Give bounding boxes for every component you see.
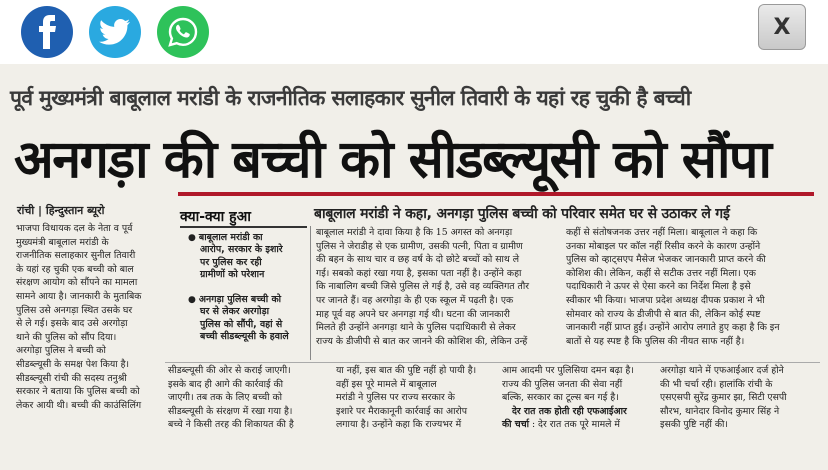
text-line: या नहीं, इस बात की पुष्टि नहीं हो पायी है। [336,365,477,376]
text-line: अरगोड़ा थाने में एफआईआर दर्ज होने [660,365,784,376]
article-column-7 [660,364,820,432]
text-line: पुलिस उसे अनगड़ा स्थित उसके घर [16,304,133,316]
text-line: सीडब्ल्यूसी रांची की सदस्य तनुश्री [16,372,127,384]
text-line: राज्य के डीजीपी से बात कर जानने की कोशिश की, लेकिन उन्हें [316,335,528,347]
text-line: मरांडी ने पुलिस पर राज्य सरकार के [336,392,455,404]
text-line: राजनीतिक सलाहकार सुनील तिवारी [16,250,136,262]
bullet-icon: ● [188,233,196,243]
article-kicker: पूर्व मुख्यमंत्री बाबूलाल मरांडी के राजनीतिक सलाहकार सुनील तिवारी के यहां रह चुकी है बच्ची [10,86,691,110]
article-subheadline: बाबूलाल मरांडी ने कहा, अनगड़ा पुलिस बच्ची को परिवार समेत घर से उठाकर ले गई [314,206,730,222]
text-line: भाजपा विधायक दल के नेता व पूर्व [16,223,133,234]
text-line: बाबूलाल मरांडी ने दावा किया है कि 15 अगस्त को अनगड़ा [316,227,513,238]
subsection-heading: देर रात तक होती रही एफआईआर [512,405,627,417]
text-line: कि नाबालिग बच्ची जिसे पुलिस ले गई है, उसे वह व्यक्तिगत तौर [316,281,530,293]
headline-divider [178,192,814,196]
close-icon: X [773,14,791,40]
sidebar-bullet: ● अनगड़ा पुलिस बच्ची को घर से लेकर अरगोड़ा पुलिस को सौंपी, वहां से बच्ची सीडब्ल्यूसी के हवाले [188,294,289,342]
text-line: थाने की पुलिस को सौंप दिया। [16,331,117,343]
whatsapp-share-button[interactable] [157,6,209,58]
text-line: एसएसपी सुरेंद्र कुमार झा, सिटी एसपी [660,392,787,404]
text-line: सामने आया है। जानकारी के मुताबिक [16,290,142,302]
text-line: सीडब्ल्यूसी के समक्ष पेश किया है। [16,358,130,370]
text-line: सीडब्ल्यूसी की ओर से कराई जाएगी। [168,365,291,376]
text-line: उनका मोबाइल पर कॉल नहीं रिसीव करने के कारण उन्होंने [566,240,761,252]
text-line: आम आदमी पर पुलिसिया दमन बढ़ा है। [502,365,634,376]
article-column-4 [168,364,328,432]
twitter-icon [99,18,131,46]
text-line: अरगोड़ा पुलिस ने बच्ची को [16,345,106,357]
text-line: संरक्षण आयोग को सौंपने का मामला [16,277,138,289]
article-byline: रांची | हिन्दुस्तान ब्यूरो [17,204,105,217]
text-line: सीडब्ल्यूसी के संरक्षण में रखा गया है। [168,405,293,417]
text-line: पर जानते हैं। वह अरगोड़ा के ही एक स्कूल में पढ़ती है। एक [316,294,514,306]
text-line: इसके बाद ही आगे की कार्रवाई की [168,378,284,390]
text-line: वहीं इस पूरे मामले में बाबूलाल [336,378,437,390]
text-line: स्वीकार भी किया। भाजपा प्रदेश अध्यक्ष दीपक प्रकाश ने भी [566,294,765,306]
text-line: पदाधिकारी ने ऊपर से ऐसा करने का निर्देश मिला है इसे [566,281,751,293]
text-line: इशारे पर मैराकानूनी कार्रवाई का आरोप [336,405,468,417]
text-line: से ले गई। इसके बाद उसे अरगोड़ा [16,318,128,330]
subsection-text: : देर रात तक पूरे मामले में [529,419,620,431]
text-line: सोमवार को राज्य के डीजीपी से बात की, लेकिन कोई स्पष्ट [566,308,761,320]
text-line: मिलते ही उन्होंने अनगड़ा थाने के पुलिस पदाधिकारी से लेकर [316,322,516,334]
bullet-icon: ● [188,295,196,305]
text-line: के यहां रह चुकी एक बच्ची को बाल [16,263,134,275]
text-line: माह पूर्व वह अपने घर अनगड़ा गई थी। घटना की जानकारी [316,308,510,320]
text-line: सौरभ, थानेदार विनोद कुमार सिंह ने [660,405,780,417]
text-line: जाएगी। तब तक के लिए बच्ची को [168,392,283,404]
text-line: कोशिश की। लेकिन, कहीं से सटीक उत्तर नहीं मिला। एक [566,267,756,279]
article-column-5 [336,364,496,432]
text-line: लगाया है। उन्होंने कहा कि राज्यभर में [336,419,462,431]
column-divider [310,226,311,360]
text-line: इसकी पुष्टि नहीं की। [660,419,728,431]
text-line: पुलिस को व्हाट्सएप मैसेज भेजकर जानकारी प्राप्त करने की [566,254,766,266]
text-line: गई। सबको कहां रखा गया है, इसका पता नहीं है। उन्होंने कहा [316,267,522,279]
text-line: बल्कि, सरकार का टूल्स बन गई है। [502,392,619,404]
article-column-1 [16,222,162,412]
text-line: पुलिस ने जेराडीह से एक ग्रामीण, उसकी पत्नी, पिता व ग्रामीण [316,240,523,252]
text-line: बातों से यह स्पष्ट है कि पुलिस की नीयत साफ नहीं है। [566,335,745,347]
close-button[interactable] [758,4,806,50]
text-line: बच्चे ने किसी तरह की शिकायत की है [168,419,294,431]
text-line: राज्य की पुलिस जनता की सेवा नहीं [502,378,623,390]
text-line: लेकर आयी थी। बच्ची की काउंसिलिंग [16,399,142,411]
text-line: सरकार ने बताया कि पुलिस बच्ची को [16,386,140,398]
article-column-6 [502,364,652,432]
whatsapp-icon [167,16,199,48]
section-divider [165,362,820,363]
facebook-icon [34,15,60,49]
facebook-share-button[interactable] [21,6,73,58]
text-line: की बहन के साथ चार व छह वर्ष के दो छोटे बच्चों को साथ ले [316,254,520,266]
text-line: कहीं से संतोषजनक उत्तर नहीं मिला। बाबूलाल ने कहा कि [566,227,758,238]
text-line: की भी चर्चा रही। हालांकि रांची के [660,378,773,390]
twitter-share-button[interactable] [89,6,141,58]
text-line: जानकारी नहीं प्राप्त हुई। उन्होंने आरोप लगाते हुए कहा है कि इन [566,322,780,334]
sidebar-bullet: ● बाबूलाल मरांडी का आरोप, सरकार के इशारे पर पुलिस कर रही ग्रामीणों को परेशान [188,232,283,280]
article-headline: अनगड़ा की बच्ची को सीडब्ल्यूसी को सौंपा [14,130,771,190]
article-column-3 [566,226,816,348]
sidebar-box-title: क्या-क्या हुआ [180,209,251,225]
subsection-heading-tail: की चर्चा [502,419,529,431]
text-line: मुख्यमंत्री बाबूलाल मरांडी के [16,236,109,248]
article-column-2 [316,226,554,348]
